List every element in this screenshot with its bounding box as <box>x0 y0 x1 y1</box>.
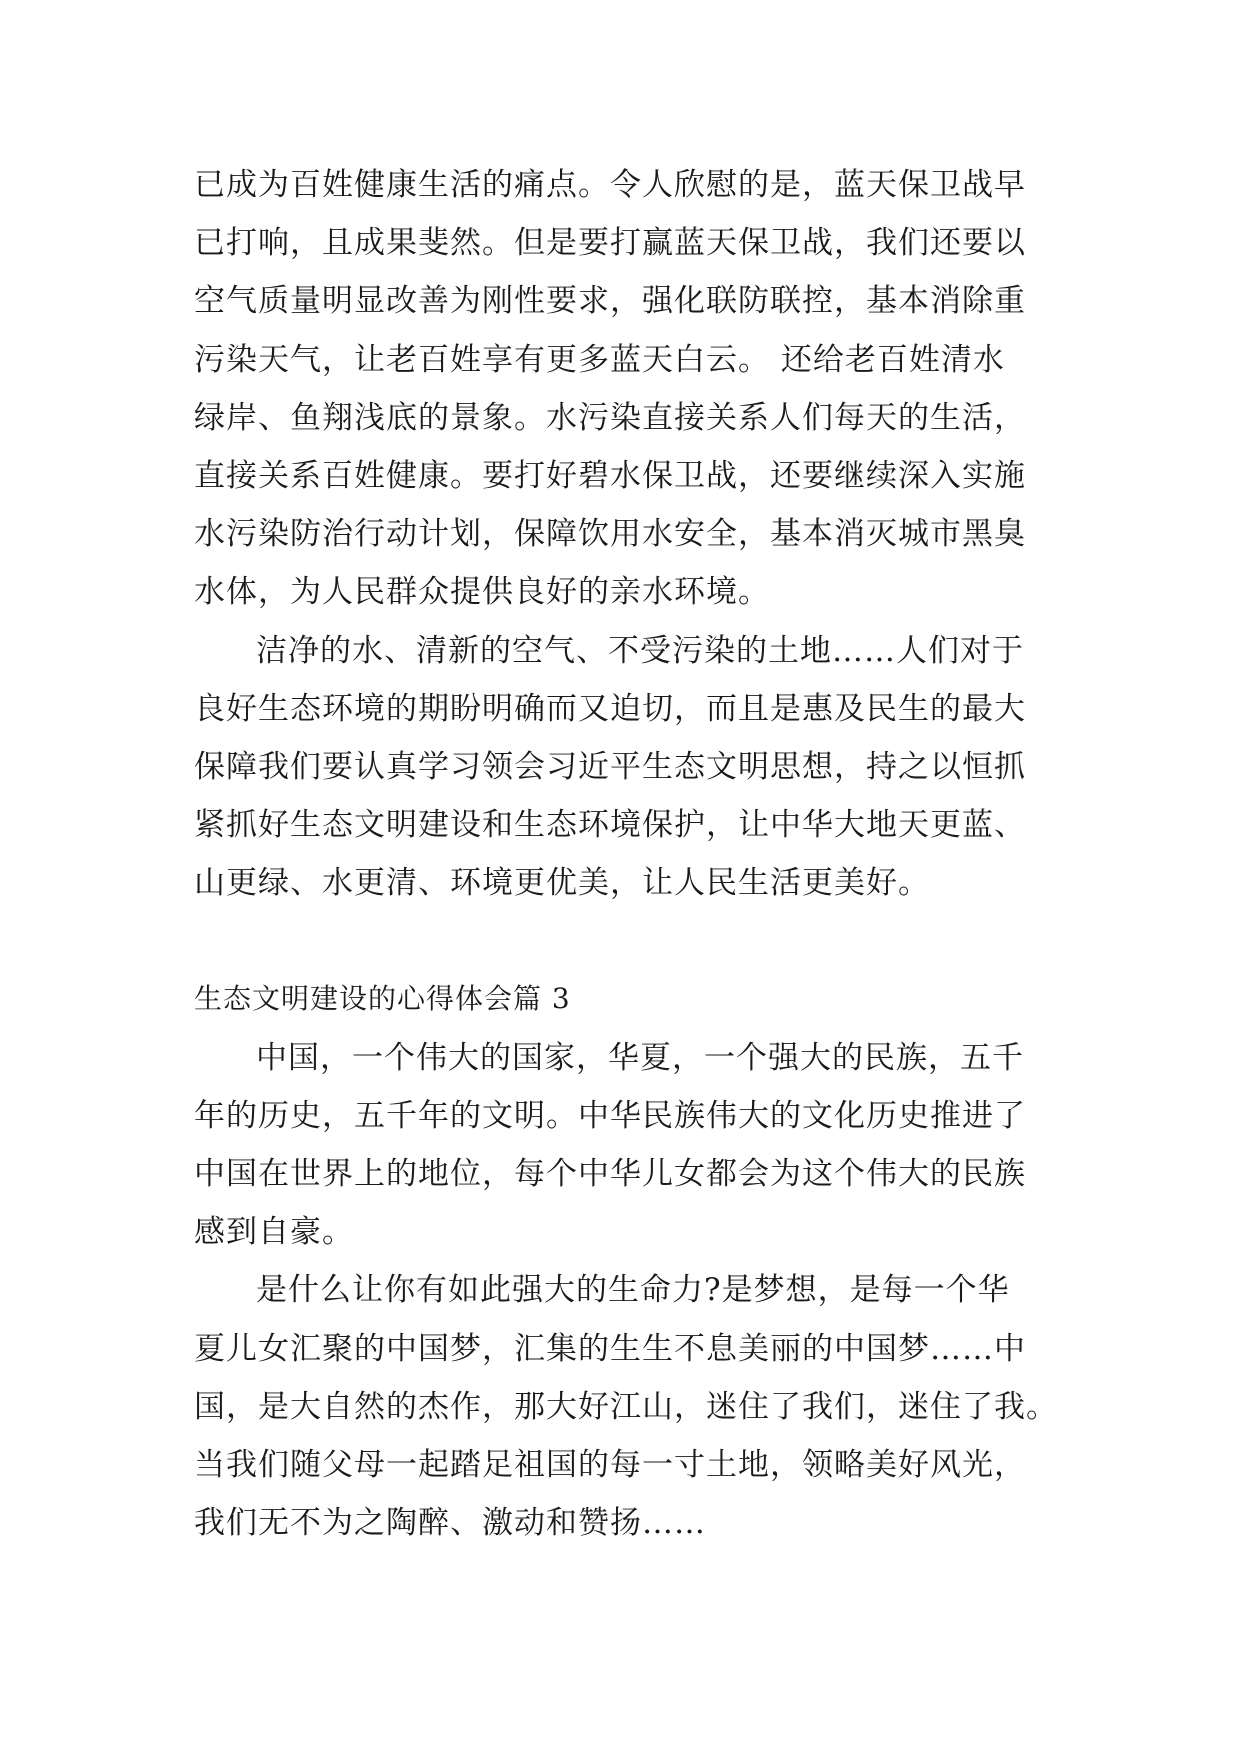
paragraph-china-history <box>194 1029 1064 1262</box>
text-line: 中国，一个伟大的国家，华夏，一个强大的民族，五千 <box>256 1039 1024 1076</box>
text-line: 绿岸、鱼翔浅底的景象。水污染直接关系人们每天的生活， <box>194 399 1026 436</box>
paragraph-china-dream <box>194 1261 1064 1552</box>
text-line: 已打响，且成果斐然。但是要打赢蓝天保卫战，我们还要以 <box>194 225 1026 262</box>
text-line: 中国在世界上的地位，每个中华儿女都会为这个伟大的民族 <box>194 1156 1026 1192</box>
text-line: 山更绿、水更清、环境更优美，让人民生活更美好。 <box>194 865 930 902</box>
text-line: 紧抓好生态文明建设和生态环境保护，让中华大地天更蓝、 <box>194 807 1026 844</box>
text-line: 是什么让你有如此强大的生命力?是梦想，是每一个华 <box>256 1272 1010 1309</box>
text-line: 感到自豪。 <box>194 1214 354 1251</box>
text-line: 我们无不为之陶醉、激动和赞扬…… <box>194 1505 706 1542</box>
paragraph-blue-sky-water <box>194 156 1064 622</box>
text-line: 水体，为人民群众提供良好的亲水环境。 <box>194 574 770 611</box>
text-line: 国，是大自然的杰作，那大好江山，迷住了我们，迷住了我。 <box>194 1388 1058 1425</box>
section-heading: 生态文明建设的心得体会篇 3 <box>194 982 571 1016</box>
text-line: 空气质量明显改善为刚性要求，强化联防联控，基本消除重 <box>194 283 1026 320</box>
text-line: 洁净的水、清新的空气、不受污染的土地……人们对于 <box>256 632 1024 669</box>
text-line: 夏儿女汇聚的中国梦，汇集的生生不息美丽的中国梦……中 <box>194 1330 1026 1367</box>
text-line: 良好生态环境的期盼明确而又迫切，而且是惠及民生的最大 <box>194 690 1026 727</box>
document-body <box>194 156 1064 1552</box>
paragraph-clean-environment <box>194 622 1064 913</box>
text-line: 年的历史，五千年的文明。中华民族伟大的文化历史推进了 <box>194 1097 1026 1134</box>
text-line: 已成为百姓健康生活的痛点。令人欣慰的是，蓝天保卫战早 <box>194 167 1026 203</box>
text-line: 保障我们要认真学习领会习近平生态文明思想，持之以恒抓 <box>194 748 1026 785</box>
text-line: 水污染防治行动计划，保障饮用水安全，基本消灭城市黑臭 <box>194 516 1026 553</box>
section-spacer <box>194 912 1064 970</box>
text-line: 直接关系百姓健康。要打好碧水保卫战，还要继续深入实施 <box>194 457 1026 494</box>
text-line: 污染天气，让老百姓享有更多蓝天白云。 还给老百姓清水 <box>194 341 1005 378</box>
text-line: 当我们随父母一起踏足祖国的每一寸土地，领略美好风光， <box>194 1446 1026 1483</box>
